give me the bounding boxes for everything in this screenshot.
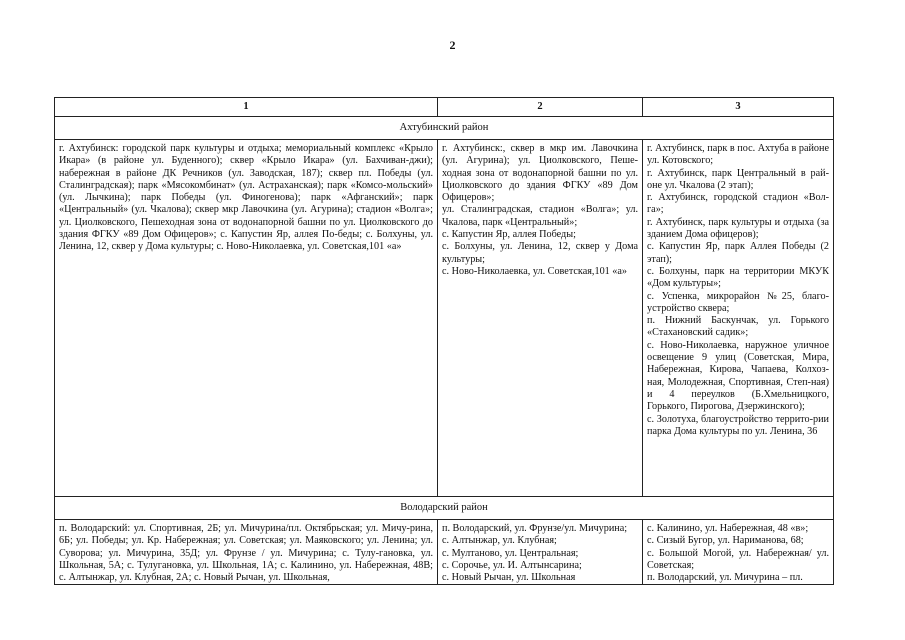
table-cell-col2 [438, 520, 643, 585]
table-cell-col3 [643, 520, 834, 585]
column-header-1: 1 [55, 98, 438, 117]
column-header-2: 2 [438, 98, 643, 117]
table-row [55, 140, 834, 497]
cell-text: г. Ахтубинск, парк в пос. Ахтуба в районе ул. Котовского; г. Ахтубинск, парк Центральный в рай-оне ул. Чкалова (2 этап); г. Ахтубинск, городской стадион «Вол-га»; г. Ахтубинск, парк культуры и отдыха (за зданием Дома офицеров); с. Капустин Яр, парк Аллея Победы (2 этап); с. Болхуны, парк на территории МКУК «Дом культуры»; с. Успенка, микрорайон №25, благо-устройство сквера; п. Нижний Баскунчак, ул. Горького «Стахановский садик»; с. Ново-Николаевка, наружное уличное освещение 9 улиц (Советская, Мира, Набережная, Кирова, Чапаева, Колхоз-ная, Молодежная, Спортивная, Степ-ная) и 4 переулков (Б.Хмельницкого, Горького, Пирогова, Дзержинского); с. Золотуха, благоустройство террито-рии парка Дома культуры по ул. Ленина, 36 [647, 143, 829, 437]
cell-text: г. Ахтубинск:, сквер в мкр им. Лавочкина (ул. Агурина); ул. Циолковского, Пеше-ходная зона от водонапорной башни по ул. Циолковского до здания ФГКУ «89 Дом Офицеров»; ул. Сталинградская, стадион «Волга»; ул. Чкалова, парк «Центральный»; с. Капустин Яр, аллея Победы; с. Болхуны, ул. Ленина, 12, сквер у Дома культуры; с. Ново-Николаевка, ул. Советская,101 «а» [442, 143, 638, 277]
projects-table [54, 97, 834, 585]
table-row [55, 520, 834, 585]
district-header-row [55, 497, 834, 520]
table-cell-col2 [438, 140, 643, 497]
column-header-3: 3 [643, 98, 834, 117]
district-header-row [55, 117, 834, 140]
district-title: Ахтубинский район [55, 117, 834, 140]
page-number: 2 [449, 38, 456, 52]
cell-text: п. Володарский: ул. Спортивная, 2Б; ул. Мичурина/пл. Октябрьская; ул. Мичу-рина, 6Б; ул. Победы; ул. Кр. Набережная; ул. Советская; ул. Маяковского; ул. Ленина; ул. Суворова; ул. Мичурина, 35Д; ул. Фрунзе / ул. Мичурина; с. Тулу-гановка, ул. Школьная, 5А; с. Тулугановка, ул. Школьная, 1А; с. Калинино, ул. Набережная, 48В; с. Алтынжар, ул. Клубная, 2А; с. Новый Рычан, ул. Школьная, [59, 523, 433, 584]
table-cell-col1 [55, 140, 438, 497]
district-title: Володарский район [55, 497, 834, 520]
cell-text: п. Володарский, ул. Фрунзе/ул. Мичурина; с. Алтынжар, ул. Клубная; с. Мултаново, ул. Центральная; с. Сорочье, ул. И. Алтынсарина; с. Новый Рычан, ул. Школьная [442, 523, 628, 584]
cell-text: с. Калинино, ул. Набережная, 48 «в»; с. Сизый Бугор, ул. Нариманова, 68; с. Большой Могой, ул. Набережная/ ул. Советская; п. Володарский, ул. Мичурина – пл. [647, 523, 829, 584]
cell-text: г. Ахтубинск: городской парк культуры и отдыха; мемориальный комплекс «Крыло Икара» (в районе ул. Буденного); сквер «Крыло Икара» (ул. Бахчиван-джи); набережная в районе ДК Речников (ул. Заводская, 187); сквер пл. Победы (ул. Сталинградская); парк «Мясокомбинат» (ул. Астраханская); парк «Комсо-мольский» (ул. Лычкина); парк Победы (ул. Финогенова); парк «Афганский»; парк «Центральный» (ул. Чкалова); сквер мкр Лавочкина (ул. Агурина); стадион «Волга»; ул. Циолковского, Пешеходная зона от водонапорной башни по ул. Циолковского до здания ФГКУ «89 Дом Офицеров»; с. Капустин Яр, аллея По-беды; с. Болхуны, ул. Ленина, 12, сквер у Дома культуры; с. Ново-Николаевка, ул. Советская,101 «а» [59, 143, 433, 253]
column-number-row [55, 98, 834, 117]
table-cell-col3 [643, 140, 834, 497]
table-cell-col1 [55, 520, 438, 585]
